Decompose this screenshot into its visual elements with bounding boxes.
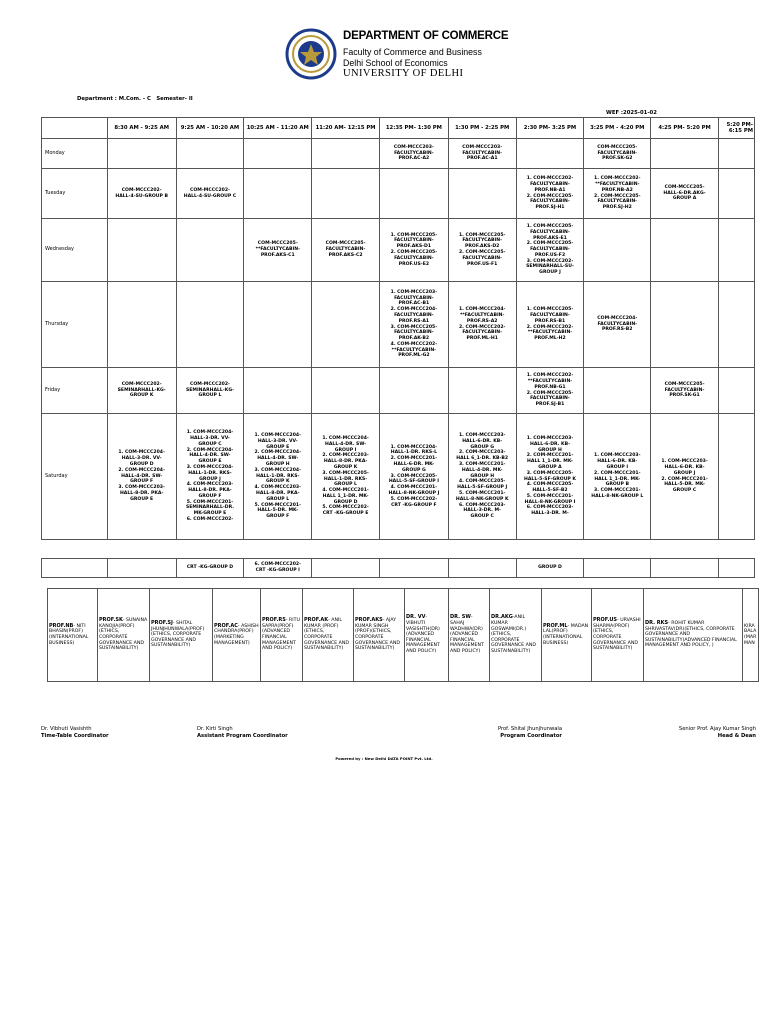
class-cell-text: COM-MCCC205- **FACULTYCABIN- PROF.AKS-C1 [255, 241, 300, 258]
signatory-name: Senior Prof. Ajay Kumar Singh [678, 726, 756, 732]
signature-head [640, 726, 756, 740]
class-cell [244, 219, 312, 282]
logo-school: Delhi School of Economics [343, 58, 448, 68]
class-cell-text: 1. COM-MCCC203- HALL-6-DR. KB- GROUP I 2. COM-MCCC201- HALL 1_1-DR. MK- GROUP B 3. COM-MCCC201- HALL-8-NK-GROUP L [591, 453, 644, 499]
day-row [42, 169, 755, 219]
timetable-header-row [42, 118, 755, 139]
logo-university: UNIVERSITY OF DELHI [343, 68, 464, 79]
class-cell [312, 414, 380, 540]
slot-header: 9:25 AM - 10:20 AM [176, 118, 244, 139]
class-cell [651, 368, 719, 414]
continuation-cell: CRT -KG-GROUP D [176, 559, 244, 578]
wef-date: WEF :2025-01-02 [606, 110, 657, 116]
powered-by: Powered by : New Delhi DATA POINT Pvt. Ltd. [335, 756, 433, 761]
class-cell [516, 219, 584, 282]
class-cell-text: COM-MCCC205- HALL-6-DR.AKG- GROUP A [663, 184, 706, 202]
class-cell [379, 219, 448, 282]
class-cell [718, 282, 754, 368]
signature-timetable [41, 726, 109, 740]
slot-header: 3:25 PM - 4:20 PM [584, 118, 651, 139]
class-cell [718, 414, 754, 540]
signatory-name: Prof. Shital Jhunjhunwala [497, 726, 562, 732]
class-cell-text: COM-MCCC205- FACULTYCABIN- PROF.SK-G1 [664, 381, 705, 399]
faculty-entry [542, 589, 592, 682]
class-cell [584, 414, 651, 540]
class-cell-text: 1. COM-MCCC204- **FACULTYCABIN- PROF.RS-A2 2. COM-MCCC202- FACULTYCABIN- PROF.ML-H1 [458, 307, 506, 342]
faculty-row [48, 589, 759, 682]
faculty-entry [150, 589, 213, 682]
continuation-cell: 6. COM-MCCC202- CRT -KG-GROUP I [244, 559, 312, 578]
slot-header: 2:30 PM- 3:25 PM [516, 118, 584, 139]
class-cell [448, 169, 516, 219]
signatory-role: Time-Table Coordinator [41, 732, 109, 739]
class-cell [651, 219, 719, 282]
class-cell [107, 414, 176, 540]
faculty-description: - MADAN LAL(PROF) (INTERNATIONAL BUSINESS) [543, 623, 589, 646]
day-row [42, 414, 755, 540]
class-cell-text: 1. COM-MCCC204- HALL-3-DR. VV- GROUP E 2. COM-MCCC204- HALL-4-DR. SW- GROUP H 3. COM-MCCC204- HALL-1-DR. RKS- GROUP K 4. COM-MCCC203- HALL-8-DR. PKA- GROUP L 5. COM-MCCC201- HALL-5-DR. MK- GROUP F [254, 433, 302, 520]
class-cell [107, 282, 176, 368]
class-cell [176, 139, 244, 169]
day-label: Tuesday [42, 169, 108, 219]
class-cell [107, 219, 176, 282]
class-cell [448, 414, 516, 540]
class-cell [651, 282, 719, 368]
continuation-day-cell [42, 559, 108, 578]
class-cell [448, 368, 516, 414]
signatory-role: Head & Dean [717, 732, 756, 739]
class-cell [651, 139, 719, 169]
university-seal-icon [285, 28, 337, 80]
class-cell [379, 368, 448, 414]
continuation-cell [718, 559, 754, 578]
day-label: Friday [42, 368, 108, 414]
class-cell [584, 139, 651, 169]
class-cell [584, 169, 651, 219]
department-semester-label: Department : M.Com. - C Semester- II [77, 96, 193, 102]
faculty-description: - NITI BHASIN(PROF) (INTERNATIONAL BUSINESS) [49, 623, 89, 646]
class-cell-text: 1. COM-MCCC205- FACULTYCABIN- PROF.AKS-D2 2. COM-MCCC205- FACULTYCABIN- PROF.US-F1 [458, 232, 506, 267]
class-cell-text: 1. COM-MCCC204- HALL-3-DR. VV- GROUP D 2. COM-MCCC204- HALL-4-DR. SW- GROUP F 3. COM-MCCC203- HALL-8-DR. PKA- GROUP E [118, 450, 165, 502]
faculty-description: - ASHISH CHANDRA(PROF) (MARKETING MANAGEMENT) [214, 623, 259, 646]
faculty-code: PROF.SK [99, 617, 123, 624]
faculty-code: PROF.SJ [151, 620, 173, 627]
class-cell [244, 139, 312, 169]
class-cell [584, 282, 651, 368]
logo-faculty: Faculty of Commerce and Business [343, 47, 482, 57]
signatory-name: Dr. Kirti Singh [197, 726, 233, 732]
faculty-description: - ROHIT KUMAR SHRIVASTAV(DR)(ETHICS, CORPORATE GOVERNANCE AND SUSTAINABILITY)ADVANCED FINANCIAL MANAGEMENT AND POLICY, ) [645, 621, 737, 649]
class-cell-text: 1. COM-MCCC202- **FACULTYCABIN- PROF.NB-G1 2. COM-MCCC205- FACULTYCABIN- PROF.SJ-B1 [526, 373, 574, 408]
class-cell-text: 1. COM-MCCC204- HALL-4-DR. SW- GROUP I 2. COM-MCCC203- HALL-8-DR. PKA- GROUP K 3. COM-MCCC205- HALL-1-DR. RKS- GROUP L 4. COM-MCCC201- HALL 1_1-DR. MK- GROUP D 5. COM-MCCC202- CRT -KG-GROUP E [322, 435, 369, 517]
class-cell-text: COM-MCCC202- SEMINARHALL-KG- GROUP K [117, 381, 166, 399]
timetable [41, 117, 755, 540]
class-cell [176, 219, 244, 282]
class-cell [244, 368, 312, 414]
continuation-cell [107, 559, 176, 578]
continuation-row [42, 559, 755, 578]
class-cell [312, 368, 380, 414]
faculty-entry [98, 589, 150, 682]
faculty-description: KIRA BALA (MAR MAN [744, 623, 757, 646]
continuation-cell [379, 559, 448, 578]
class-cell [176, 282, 244, 368]
class-cell-text: COM-MCCC205- FACULTYCABIN- PROF.SK-G2 [597, 144, 638, 162]
class-cell-text: COM-MCCC203- FACULTYCABIN- PROF.AC-A2 [393, 144, 434, 162]
class-cell [312, 139, 380, 169]
class-cell-text: 1. COM-MCCC203- FACULTYCABIN- PROF.AC-B1 2. COM-MCCC204- FACULTYCABIN- PROF.RS-A1 3. COM-MCCC205- FACULTYCABIN- PROF.AK-B2 4. COM-MCCC202- **FACULTYCABIN- PROF.ML-G2 [390, 289, 438, 359]
faculty-entry [354, 589, 405, 682]
faculty-code: DR. RKS [645, 620, 669, 627]
faculty-entry [303, 589, 354, 682]
continuation-cell [584, 559, 651, 578]
faculty-entry [449, 589, 490, 682]
faculty-code: DR.AKG [491, 614, 513, 621]
faculty-description: - ANIL KUMAR (PROF) (ETHICS, CORPORATE GOVERNANCE AND SUSTAINABILITY) [304, 618, 349, 652]
class-cell [312, 282, 380, 368]
day-row [42, 219, 755, 282]
faculty-description: - SUNAINA KANOJIA(PROF) (ETHICS, CORPORATE GOVERNANCE AND SUSTAINABILITY) [99, 618, 148, 652]
faculty-code: PROF.ML [543, 622, 568, 629]
class-cell [312, 219, 380, 282]
class-cell [448, 282, 516, 368]
class-cell [651, 169, 719, 219]
class-cell [516, 414, 584, 540]
signatory-name: Dr. Vibhuti Vasishth [41, 726, 92, 732]
class-cell [107, 169, 176, 219]
class-cell [379, 139, 448, 169]
class-cell [516, 169, 584, 219]
class-cell [312, 169, 380, 219]
slot-header: 4:25 PM- 5:20 PM [651, 118, 719, 139]
faculty-entry [261, 589, 303, 682]
class-cell [584, 219, 651, 282]
day-label: Saturday [42, 414, 108, 540]
continuation-cell [651, 559, 719, 578]
class-cell-text: 1. COM-MCCC205- FACULTYCABIN- PROF.AKS-E1 2. COM-MCCC205- FACULTYCABIN- PROF.US-F2 3. COM-MCCC202- SEMINARHALL-SU- GROUP J [526, 223, 574, 276]
class-cell [379, 282, 448, 368]
class-cell-text: 1. COM-MCCC204- HALL-3-DR. VV- GROUP C 2. COM-MCCC204- HALL-4-DR. SW- GROUP E 3. COM-MCCC204- HALL-1-DR. RKS- GROUP J 4. COM-MCCC203- HALL-8-DR. PKA- GROUP F 5. COM-MCCC201- SEMINARHALL-DR. MK-GROUP E 6. COM-MCCC202- [185, 430, 234, 523]
faculty-description: - AJAY KUMAR SINGH (PROF)(ETHICS, CORPORATE GOVERNANCE AND SUSTAINABILITY) [355, 618, 400, 652]
faculty-entry [405, 589, 449, 682]
faculty-code: DR. VV [406, 614, 426, 621]
faculty-entry [213, 589, 261, 682]
class-cell [516, 368, 584, 414]
day-row [42, 139, 755, 169]
class-cell-text: 1. COM-MCCC203- HALL-6-DR. KB- GROUP H 2. COM-MCCC201- HALL 1_1-DR. MK- GROUP A 3. COM-MCCC205- HALL-5-SF-GROUP K 4. COM-MCCC205- HALL-5-SF-B2 5. COM-MCCC201- HALL-8-NK-GROUP I 6. COM-MCCC203- HALL-3-DR. M- [524, 435, 576, 517]
faculty-code: PROF.NB [49, 622, 74, 629]
class-cell [176, 414, 244, 540]
class-cell [244, 169, 312, 219]
faculty-code: PROF.AKS [355, 617, 383, 624]
class-cell [651, 414, 719, 540]
signature-program [480, 726, 562, 740]
class-cell [516, 139, 584, 169]
day-label: Wednesday [42, 219, 108, 282]
class-cell [107, 368, 176, 414]
faculty-entry [743, 589, 759, 682]
faculty-code: PROF.RS [262, 617, 286, 624]
class-cell [718, 368, 754, 414]
faculty-description: - SAHAJ WADHWA(DR) (ADVANCED FINANCIAL MANAGEMENT AND POLICY) [450, 615, 484, 654]
class-cell-text: 1. COM-MCCC203- HALL-6-DR. KB- GROUP J 2. COM-MCCC201- HALL-5-DR. MK- GROUP C [661, 459, 708, 494]
continuation-cell [448, 559, 516, 578]
day-label: Thursday [42, 282, 108, 368]
class-cell [379, 414, 448, 540]
class-cell [107, 139, 176, 169]
class-cell [448, 219, 516, 282]
class-cell-text: COM-MCCC202- SEMINARHALL-KG- GROUP L [185, 381, 234, 399]
slot-header: 5:20 PM- 6:15 PM [718, 118, 754, 139]
faculty-description: - VIBHUTI VASISHTH(DR) (ADVANCED FINANCIAL MANAGEMENT AND POLICY) [406, 615, 440, 654]
day-row [42, 368, 755, 414]
slot-header: 8:30 AM - 9:25 AM [107, 118, 176, 139]
class-cell-text: 1. COM-MCCC204- HALL-1-DR. RKS-L 2. COM-MCCC201- HALL-6-DR. MK- GROUP G 3. COM-MCCC205- HALL-5-SF-GROUP I 4. COM-MCCC201- HALL-8-NK-GROUP J 5. COM-MCCC202- CRT -KG-GROUP F [388, 444, 440, 508]
logo-title: DEPARTMENT OF COMMERCE [343, 30, 509, 42]
faculty-description: - URVASHI SHARMA(PROF) (ETHICS, CORPORATE GOVERNANCE AND SUSTAINABILITY) [593, 618, 641, 652]
class-cell-text: COM-MCCC203- FACULTYCABIN- PROF.AC-A1 [462, 144, 503, 162]
class-cell-text: COM-MCCC202- HALL-4-SU-GROUP B [115, 187, 168, 199]
class-cell [516, 282, 584, 368]
slot-header: 12:35 PM- 1:30 PM [379, 118, 448, 139]
faculty-entry [644, 589, 743, 682]
slot-header: 10:25 AM - 11:20 AM [244, 118, 312, 139]
day-row [42, 282, 755, 368]
class-cell-text: COM-MCCC202- HALL-4-SU-GROUP C [183, 187, 237, 199]
saturday-continuation [41, 558, 755, 578]
faculty-code: DR. SW [450, 614, 471, 621]
signatory-role: Assistant Program Coordinator [197, 732, 288, 739]
class-cell [718, 139, 754, 169]
class-cell-text: 1. COM-MCCC205- FACULTYCABIN- PROF.RS-B1 2. COM-MCCC202- **FACULTYCABIN- PROF.ML-H2 [526, 307, 574, 342]
class-cell [176, 169, 244, 219]
class-cell [584, 368, 651, 414]
slot-header: 1:30 PM - 2:25 PM [448, 118, 516, 139]
faculty-code: PROF.AC [214, 622, 238, 629]
class-cell [244, 414, 312, 540]
department-logo [285, 28, 509, 82]
class-cell [718, 219, 754, 282]
faculty-legend [47, 588, 759, 682]
day-label: Monday [42, 139, 108, 169]
signatory-role: Program Coordinator [500, 732, 562, 739]
faculty-entry [592, 589, 644, 682]
continuation-cell: GROUP D [516, 559, 584, 578]
signature-assistant [197, 726, 288, 740]
class-cell-text: COM-MCCC205- FACULTYCABIN- PROF.AKS-C2 [325, 241, 366, 258]
faculty-entry [48, 589, 98, 682]
class-cell-text: 1. COM-MCCC202- FACULTYCABIN- PROF.NB-A1 2. COM-MCCC205- FACULTYCABIN- PROF.SJ-H1 [526, 176, 574, 211]
corner-cell [42, 118, 108, 139]
faculty-description: - SHITAL JHUNJHUNWALA(PROF) (ETHICS, CORPORATE GOVERNANCE AND SUSTAINABILITY) [151, 621, 205, 649]
class-cell [718, 169, 754, 219]
faculty-description: - RITU SAPRA(PROF) (ADVANCED FINANCIAL MANAGEMENT AND POLICY) [262, 618, 300, 652]
class-cell [448, 139, 516, 169]
class-cell-text: 1. COM-MCCC202- **FACULTYCABIN- PROF.NB-A2 2. COM-MCCC205- FACULTYCABIN- PROF.SJ-H2 [594, 176, 641, 211]
faculty-description: -ANIL KUMAR GOSWAMI(DR.) (ETHICS, CORPORATE GOVERNANCE AND SUSTAINABILITY) [491, 615, 536, 654]
class-cell-text: 1. COM-MCCC203- HALL-6-DR. KB- GROUP G 2. COM-MCCC203- HALL 6_1-DR. KB-B2 3. COM-MCCC201- HALL-4-DR. MK- GROUP H 4. COM-MCCC205- HALL-5-SF-GROUP J 5. COM-MCCC201- HALL-8-NK-GROUP K 6. COM-MCCC203- HALL-3-DR. M- GROUP C [455, 433, 509, 520]
class-cell-text: COM-MCCC204- FACULTYCABIN- PROF.RS-B2 [597, 315, 638, 333]
faculty-code: PROF.AK [304, 617, 329, 624]
class-cell [176, 368, 244, 414]
class-cell-text: 1. COM-MCCC205- FACULTYCABIN- PROF.AKS-D1 2. COM-MCCC205- FACULTYCABIN- PROF.US-E2 [390, 232, 438, 267]
class-cell [379, 169, 448, 219]
slot-header: 11:20 AM- 12:15 PM [312, 118, 380, 139]
faculty-entry [490, 589, 542, 682]
faculty-code: PROF.US [593, 617, 618, 624]
class-cell [244, 282, 312, 368]
continuation-cell [312, 559, 380, 578]
